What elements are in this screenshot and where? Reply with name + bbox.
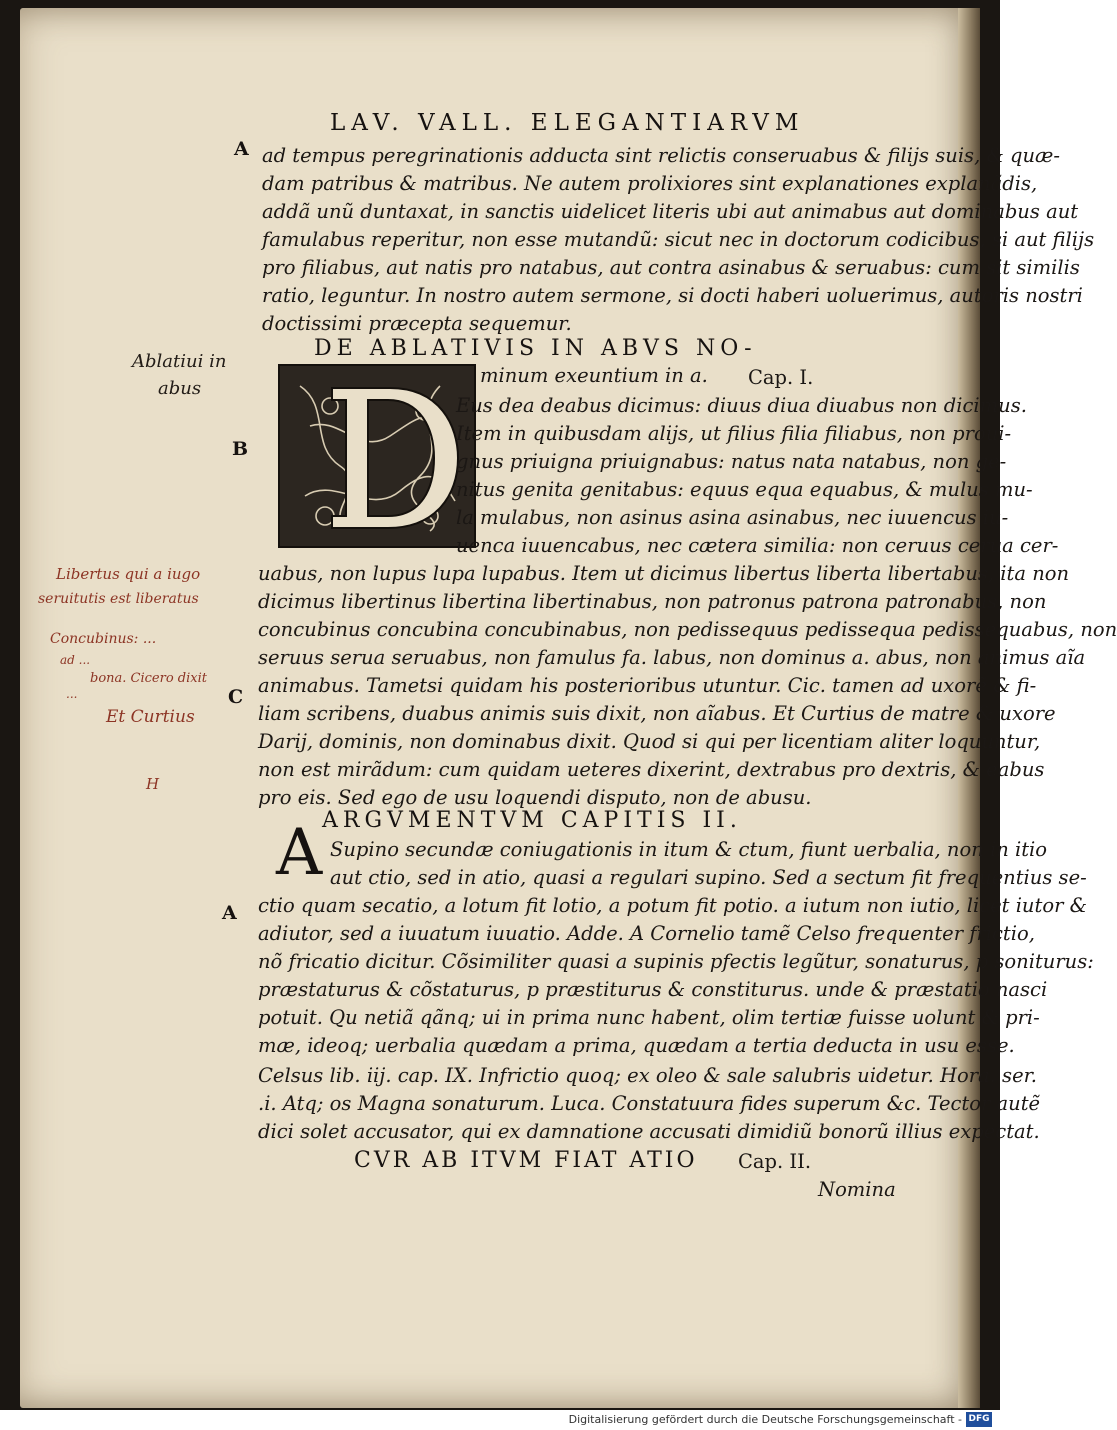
handwritten-note: seruitutis est liberatus	[38, 591, 199, 607]
text-line: gnus priuigna priuignabus: natus nata natabus, non ge-	[456, 450, 1007, 473]
text-line: uenca iuuencabus, nec cætera similia: non ceruus cerua cer-	[456, 534, 1059, 557]
text-line: dici solet accusator, qui ex damnatione accusati dimidiũ bonorũ illius expectat.	[258, 1120, 1040, 1143]
ornament-initial-icon	[280, 366, 474, 546]
catchword: Nomina	[818, 1178, 896, 1201]
section-heading: CVR AB ITVM FIAT ATIO	[354, 1148, 698, 1173]
text-line: pro filiabus, aut natis pro natabus, aut contra asinabus & seruabus: cum sit similis	[262, 256, 1080, 279]
text-line: nitus genita genitabus: equus equa equabus, & mulus mu-	[456, 478, 1033, 501]
margin-letter-b: B	[232, 438, 249, 460]
handwritten-note: Libertus qui a iugo	[56, 565, 201, 583]
text-line: potuit. Qu netiã qãnq; ui in prima nunc habent, olim tertiæ fuisse uolunt & pri-	[258, 1006, 1040, 1029]
footer-bar	[0, 1410, 1000, 1430]
handwritten-note: bona. Cicero dixit	[90, 671, 207, 686]
text-line: addã unũ duntaxat, in sanctis uidelicet literis ubi aut animabus aut dominabus aut	[262, 200, 1079, 223]
section-heading-continued: minum exeuntium in a.	[480, 364, 708, 387]
section-heading: DE ABLATIVIS IN ABVS NO-	[314, 336, 757, 361]
text-line: famulabus reperitur, non esse mutandũ: sicut nec in doctorum codicibus, si aut filijs	[262, 228, 1095, 251]
text-line: Celsus lib. iij. cap. IX. Infrictio quoq; ex oleo & sale salubris uidetur. Hora. ser.	[258, 1064, 1037, 1087]
dfg-logo-icon[interactable]: DFG	[966, 1412, 992, 1427]
text-line: la mulabus, non asinus asina asinabus, nec iuuencus iu-	[456, 506, 1009, 529]
text-line: liam scribens, duabus animis suis dixit, non aĩabus. Et Curtius de matre & uxore	[258, 702, 1056, 725]
initial-a: A	[276, 816, 323, 890]
text-line: nõ fricatio dicitur. Cõsimiliter quasi a supinis pfectis legũtur, sonaturus, p soniturus:	[258, 950, 1094, 973]
decorated-initial-d	[278, 364, 476, 548]
funding-credit: Digitalisierung gefördert durch die Deutsche Forschungsgemeinschaft -	[568, 1413, 962, 1426]
text-line: Item in quibusdam alijs, ut filius filia filiabus, non proui-	[456, 422, 1012, 445]
text-line: pro eis. Sed ego de usu loquendi disputo, non de abusu.	[258, 786, 812, 809]
text-line: doctissimi præcepta sequemur.	[262, 312, 572, 335]
text-line: ad tempus peregrinationis adducta sint relictis conseruabus & filijs suis, & quæ-	[262, 144, 1060, 167]
text-line: concubinus concubina concubinabus, non pedissequus pedissequa pedissequabus, non	[258, 618, 1117, 641]
running-head: LAV. VALL. ELEGANTIARVM	[330, 110, 805, 136]
text-line: adiutor, sed a iuuatum iuuatio. Adde. A Cornelio tamẽ Celso frequenter frictio,	[258, 922, 1035, 945]
side-note-line: Ablatiui in	[132, 351, 227, 372]
text-line: dam patribus & matribus. Ne autem prolixiores sint explanationes explanãdis,	[262, 172, 1038, 195]
side-note-line: abus	[158, 378, 202, 399]
text-line: non est mirãdum: cum quidam ueteres dixerint, dextrabus pro dextris, & eabus	[258, 758, 1045, 781]
text-line: aut ctio, sed in atio, quasi a regulari supino. Sed a sectum fit frequentius se-	[330, 866, 1087, 889]
chapter-number: Cap. I.	[748, 366, 814, 389]
text-line: præstaturus & cõstaturus, p præstiturus & constiturus. unde & præstatio nasci	[258, 978, 1048, 1001]
text-line: dicimus libertinus libertina libertinabus, non patronus patrona patronabus, non	[258, 590, 1047, 613]
text-line: uabus, non lupus lupa lupabus. Item ut dicimus libertus liberta libertabus, ita non	[258, 562, 1070, 585]
chapter-number: Cap. II.	[738, 1150, 812, 1173]
section-heading: ARGVMENTVM CAPITIS II.	[322, 808, 742, 833]
margin-letter-a: A	[234, 138, 249, 160]
margin-letter-c: C	[228, 686, 244, 708]
text-line: ctio quam secatio, a lotum fit lotio, a potum fit potio. a iutum non iutio, licet iutor &	[258, 894, 1087, 917]
handwritten-note: H	[146, 775, 160, 793]
text-line: Darij, dominis, non dominabus dixit. Quod si qui per licentiam aliter loquuntur,	[258, 730, 1041, 753]
text-line: Eus dea deabus dicimus: diuus diua diuabus non dicimus.	[456, 394, 1027, 417]
text-line: animabus. Tametsi quidam his posterioribus utuntur. Cic. tamen ad uxorẽ & fi-	[258, 674, 1037, 697]
handwritten-note: Et Curtius	[106, 707, 195, 727]
handwritten-note: ad ...	[60, 653, 91, 667]
book-page	[20, 8, 1117, 1408]
handwritten-note: ...	[66, 687, 78, 701]
text-line: .i. Atq; os Magna sonaturum. Luca. Constatuura fides superum &c. Tector autẽ	[258, 1092, 1041, 1115]
handwritten-note: Concubinus: ...	[50, 631, 157, 647]
side-note	[132, 348, 226, 402]
text-line: mæ, ideoq; uerbalia quædam a prima, quædam a tertia deducta in usu esse.	[258, 1034, 1015, 1057]
margin-letter-a2: A	[222, 902, 237, 924]
text-line: ratio, leguntur. In nostro autem sermone, si docti haberi uoluerimus, autoris nostri	[262, 284, 1083, 307]
text-line: Supino secundæ coniugationis in itum & ctum, fiunt uerbalia, non in itio	[330, 838, 1048, 861]
text-line: seruus serua seruabus, non famulus fa. labus, non dominus a. abus, non animus aĩa	[258, 646, 1086, 669]
